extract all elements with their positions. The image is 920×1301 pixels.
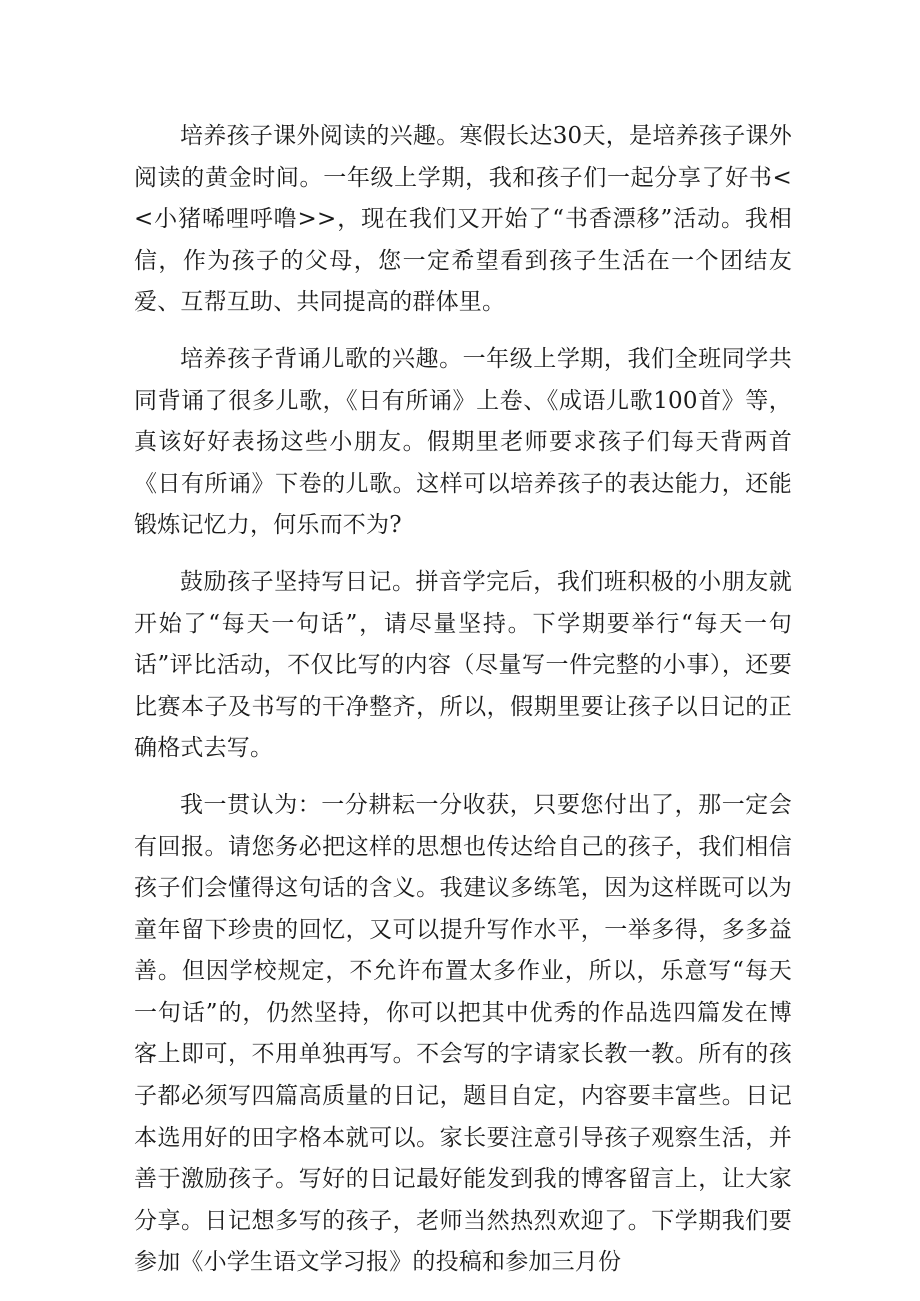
paragraph-write-diary: 鼓励孩子坚持写日记。拼音学完后，我们班积极的小朋友就开始了“每天一句话”，请尽量坚持。下学期要举行“每天一句话”评比活动，不仅比写的内容（尽量写一件完整的小事），还要比赛本子及书写的干净整齐，所以，假期里要让孩子以日记的正确格式去写。: [134, 568, 792, 762]
paragraph-effort-and-reward: 我一贯认为：一分耕耘一分收获，只要您付出了，那一定会有回报。请您务必把这样的思想也传达给自己的孩子，我们相信孩子们会懂得这句话的含义。我建议多练笔，因为这样既可以为童年留下珍贵的回忆，又可以提升写作水平，一举多得，多多益善。但因学校规定，不允许布置太多作业，所以，乐意写“每天一句话”的，仍然坚持，你可以把其中优秀的作品选四篇发在博客上即可，不用单独再写。不会写的字请家长教一教。所有的孩子都必须写四篇高质量的日记，题目自定，内容要丰富些。日记本选用好的田字格本就可以。家长要注意引导孩子观察生活，并善于激励孩子。写好的日记最好能发到我的博客留言上，让大家分享。日记想多写的孩子，老师当然热烈欢迎了。下学期我们要参加《小学生语文学习报》的投稿和参加三月份: [134, 791, 792, 1276]
paragraph-recite-rhymes: 培养孩子背诵儿歌的兴趣。一年级上学期，我们全班同学共同背诵了很多儿歌，《日有所诵》上卷、《成语儿歌100首》等，真该好好表扬这些小朋友。假期里老师要求孩子们每天背两首《日有所诵》下卷的儿歌。这样可以培养孩子的表达能力，还能锻炼记忆力，何乐而不为?: [134, 345, 792, 539]
document-body: [134, 116, 792, 1284]
paragraph-reading-interest: 培养孩子课外阅读的兴趣。寒假长达30天，是培养孩子课外阅读的黄金时间。一年级上学期，我和孩子们一起分享了好书<<小猪唏哩呼噜>>，现在我们又开始了“书香漂移”活动。我相信，作为孩子的父母，您一定希望看到孩子生活在一个团结友爱、互帮互助、共同提高的群体里。: [134, 123, 792, 316]
